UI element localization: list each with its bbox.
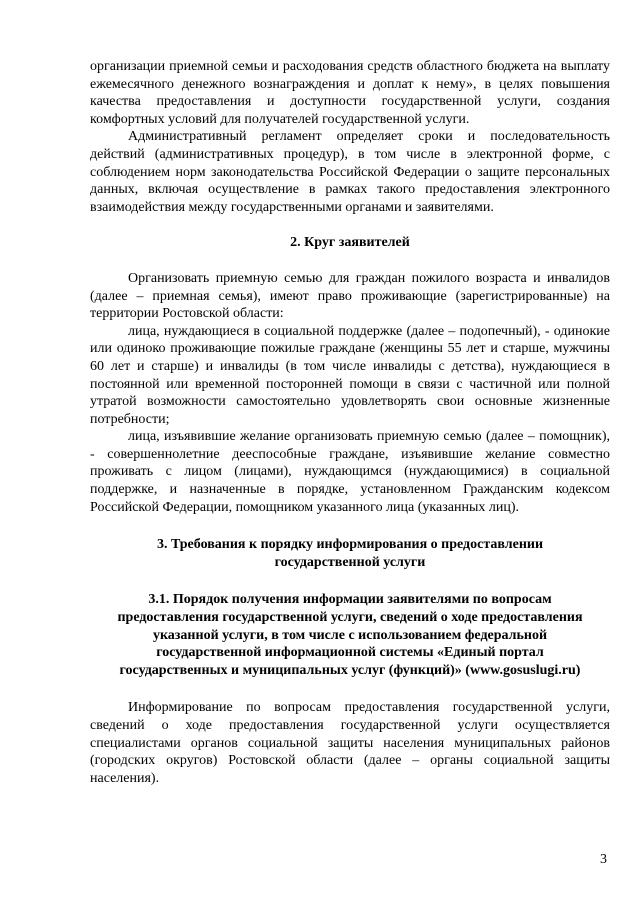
section-heading-applicants: 2. Круг заявителей — [290, 235, 410, 251]
document-page — [90, 58, 610, 787]
page-number: 3 — [600, 852, 607, 867]
paragraph-helpers: лица, изъявившие желание организовать приемную семью (далее – помощник), - совершеннолетние дееспособные граждане, изъявившие желание совместно проживать с лицом (лицами), нуждающимся (нуждающимися) в социальной поддержке, и назначенные в порядке, установленном Гражданским кодексом Российской Федерации, помощником указанного лица (указанных лиц). — [90, 429, 610, 515]
heading-line: государственной услуги — [274, 554, 426, 570]
paragraph-intro-continued: организации приемной семьи и расходования средств областного бюджета на выплату ежемесячного денежного вознаграждения и доплат к нему», в целях повышения качества предоставления и доступности государственной услуги, создания комфортных условий для получателей государственной услуги. — [90, 59, 610, 127]
heading-line: 3.1. Порядок получения информации заявителями по вопросам — [148, 592, 552, 608]
paragraph-regulation-scope: Административный регламент определяет сроки и последовательность действий (административных процедур), в том числе в электронной форме, с соблюдением норм законодательства Российской Федерации о защите персональных данных, включая осуществление в рамках такого предоставления электронного взаимодействия между государственными органами и заявителями. — [90, 129, 610, 215]
subsection-heading-information-procedure — [90, 591, 610, 679]
heading-line: государственной информационной системы «Единый портал — [156, 645, 544, 661]
section-heading-information-requirements — [90, 536, 610, 571]
paragraph-dependents: лица, нуждающиеся в социальной поддержке (далее – подопечный), - одинокие или одиноко проживающие пожилые граждане (женщины 55 лет и старше, мужчины 60 лет и старше) и инвалиды (в том числе инвалиды с детства), нуждающиеся в постоянной или временной посторонней помощи в связи с частичной или полной утратой возможности самостоятельно удовлетворять свои основные жизненные потребности; — [90, 323, 610, 427]
paragraph-informing: Информирование по вопросам предоставления государственной услуги, сведений о ходе предоставления государственной услуги осуществляется специалистами органов социальной защиты населения муниципальных районов (городских округов) Ростовской области (далее – органы социальной защиты населения). — [90, 700, 610, 786]
heading-line: указанной услуги, в том числе с использованием федеральной — [152, 627, 548, 643]
heading-line: государственных и муниципальных услуг (функций)» (www.gosuslugi.ru) — [119, 662, 581, 678]
heading-line: 3. Требования к порядку информирования о предоставлении — [156, 537, 544, 553]
paragraph-applicants-intro: Организовать приемную семью для граждан пожилого возраста и инвалидов (далее – приемная семья), имеют право проживающие (зарегистрированные) на территории Ростовской области: — [90, 270, 610, 322]
heading-line: предоставления государственной услуги, сведений о ходе предоставления — [117, 610, 583, 626]
